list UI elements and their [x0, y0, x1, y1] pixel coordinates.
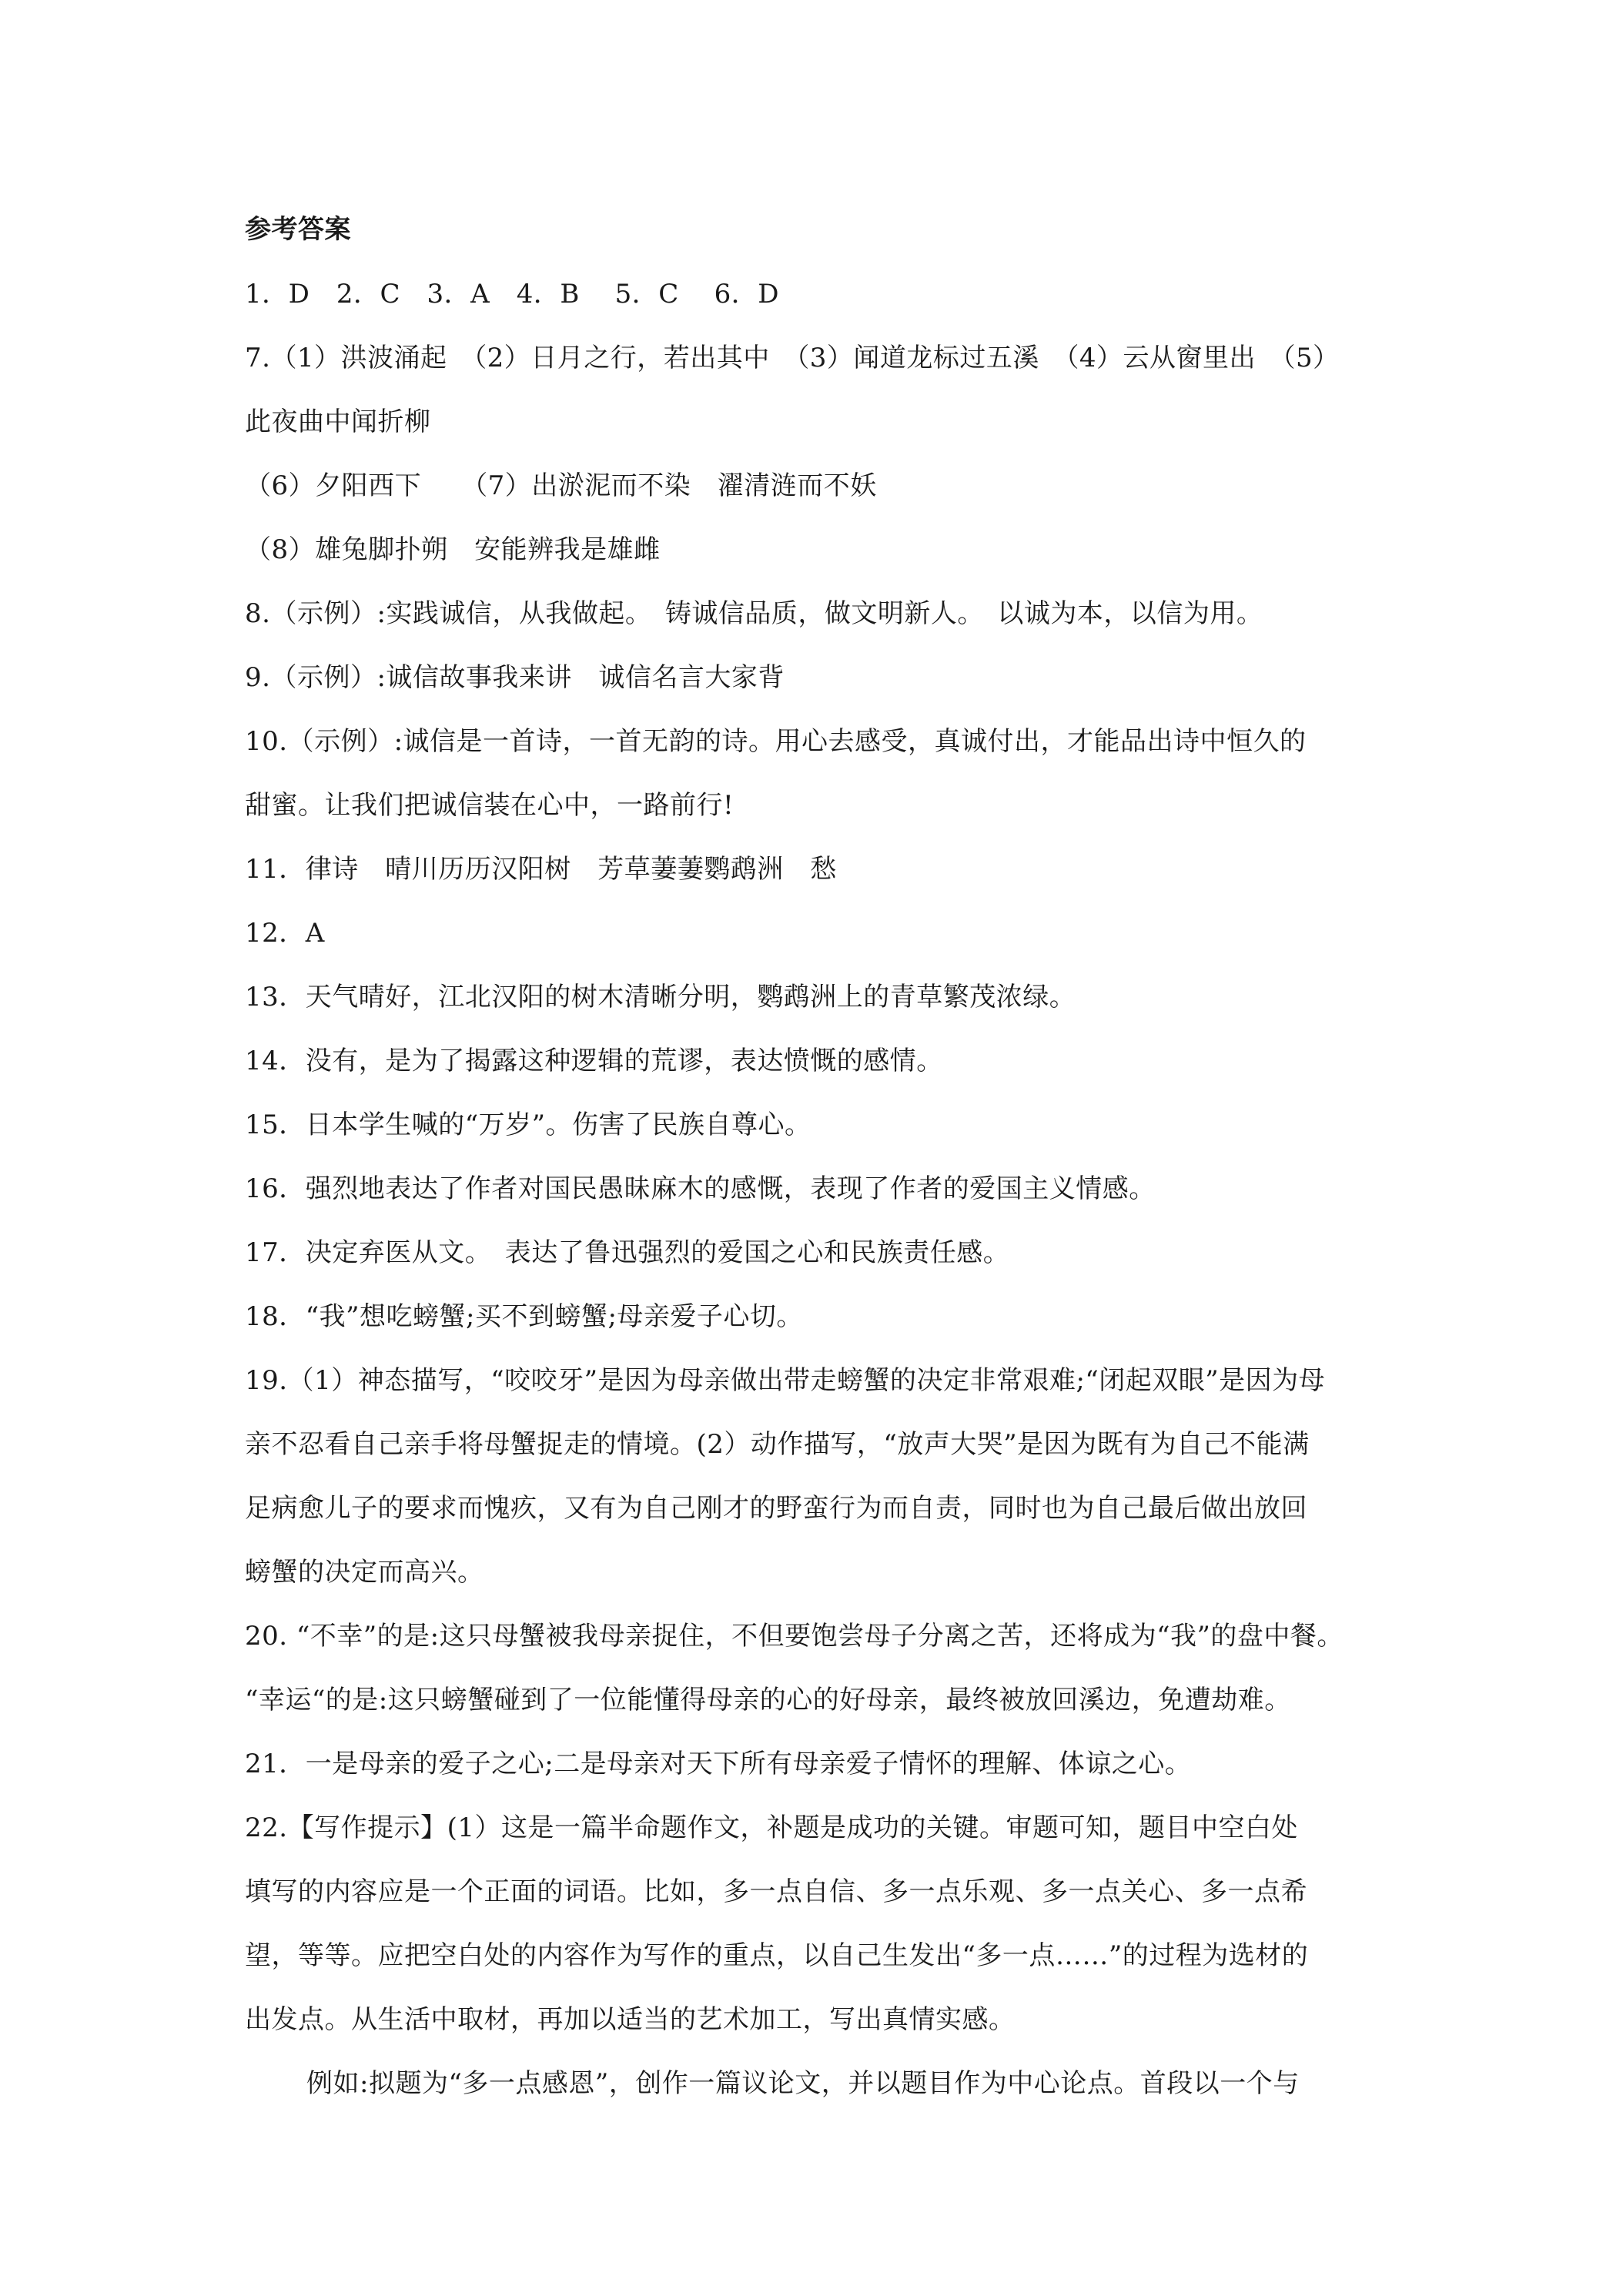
answer-line: （8）雄兔脚扑朔 安能辨我是雄雌: [245, 534, 661, 565]
answer-key-title: 参考答案: [245, 214, 351, 245]
answer-line: “幸运“的是:这只螃蟹碰到了一位能懂得母亲的心的好母亲，最终被放回溪边，免遭劫难。: [245, 1685, 1291, 1715]
answer-line: 7.（1）洪波涌起 （2）日月之行，若出其中 （3）闻道龙标过五溪 （4）云从窗里出 （5）: [245, 343, 1340, 373]
answer-line: 19.（1）神态描写，“咬咬牙”是因为母亲做出带走螃蟹的决定非常艰难;“闭起双眼”是因为母: [245, 1365, 1326, 1396]
answer-line: 足病愈儿子的要求而愧疚，又有为自己刚才的野蛮行为而自责，同时也为自己最后做出放回: [245, 1493, 1307, 1524]
answer-line: 15．日本学生喊的“万岁”。伤害了民族自尊心。: [245, 1110, 812, 1140]
answer-line: 21．一是母亲的爱子之心;二是母亲对天下所有母亲爱子情怀的理解、体谅之心。: [245, 1749, 1192, 1779]
answer-line: 14．没有，是为了揭露这种逻辑的荒谬，表达愤慨的感情。: [245, 1046, 943, 1076]
answer-line: 螃蟹的决定而高兴。: [245, 1557, 484, 1588]
answer-line: 望，等等。应把空白处的内容作为写作的重点，以自己生发出“多一点……”的过程为选材的: [245, 1940, 1309, 1971]
answer-line: 13．天气晴好，江北汉阳的树木清晰分明，鹦鹉洲上的青草繁茂浓绿。: [245, 982, 1076, 1012]
answer-line: 出发点。从生活中取材，再加以适当的艺术加工，写出真情实感。: [245, 2004, 1016, 2035]
answer-line: 9.（示例）:诚信故事我来讲 诚信名言大家背: [245, 662, 785, 693]
answer-line: 20. “不幸”的是:这只母蟹被我母亲捉住，不但要饱尝母子分离之苦，还将成为“我”的盘中餐。: [245, 1621, 1344, 1652]
answer-line: 17．决定弃医从文。 表达了鲁迅强烈的爱国之心和民族责任感。: [245, 1237, 1010, 1268]
answer-line: 例如:拟题为“多一点感恩”，创作一篇议论文，并以题目作为中心论点。首段以一个与: [306, 2068, 1300, 2099]
answer-line: 8.（示例）:实践诚信，从我做起。 铸诚信品质，做文明新人。 以诚为本，以信为用。: [245, 598, 1263, 629]
answer-line: 填写的内容应是一个正面的词语。比如，多一点自信、多一点乐观、多一点关心、多一点希: [245, 1876, 1307, 1907]
answer-line: 12．A: [245, 918, 325, 949]
answer-line: 1．D 2．C 3．A 4．B 5．C 6．D: [245, 279, 779, 310]
answer-line: 18．“我”想吃螃蟹;买不到螃蟹;母亲爱子心切。: [245, 1301, 803, 1332]
answer-line: 亲不忍看自己亲手将母蟹捉走的情境。(2）动作描写，“放声大哭”是因为既有为自己不能满: [245, 1429, 1310, 1460]
answer-line: 11．律诗 晴川历历汉阳树 芳草萋萋鹦鹉洲 愁: [245, 854, 837, 885]
answer-line: 10.（示例）:诚信是一首诗，一首无韵的诗。用心去感受，真诚付出，才能品出诗中恒久的: [245, 726, 1307, 757]
answer-line: 此夜曲中闻折柳: [245, 407, 431, 437]
answer-line: 甜蜜。让我们把诚信装在心中，一路前行!: [245, 790, 735, 821]
answer-line: （6）夕阳西下 （7）出淤泥而不染 濯清涟而不妖: [245, 470, 877, 501]
answer-line: 22.【写作提示】(1）这是一篇半命题作文，补题是成功的关键。审题可知，题目中空白处: [245, 1812, 1298, 1843]
answer-line: 16．强烈地表达了作者对国民愚昧麻木的感慨，表现了作者的爱国主义情感。: [245, 1173, 1156, 1204]
